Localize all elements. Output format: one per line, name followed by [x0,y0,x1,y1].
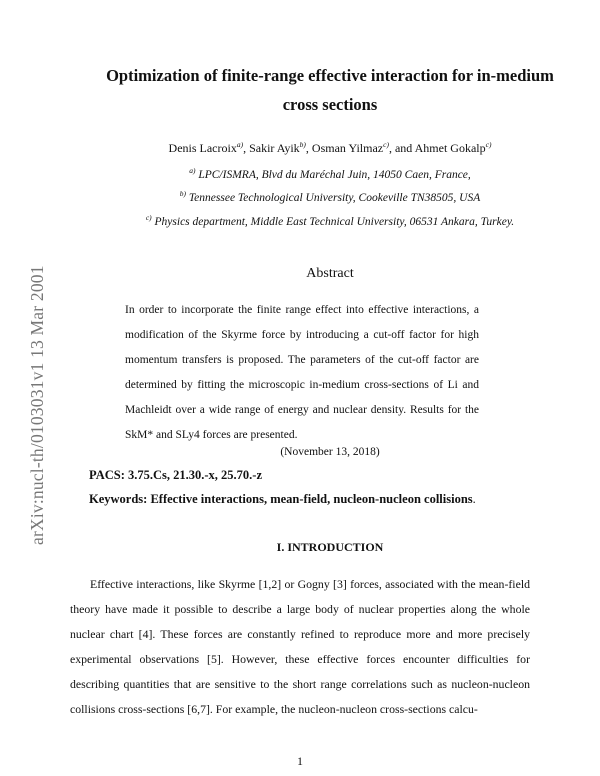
paper-title-line-2: cross sections [282,95,378,114]
keywords [89,492,476,507]
affiliation-text: Physics department, Middle East Technical University, 06531 Ankara, Turkey. [154,215,515,228]
affiliation [60,213,600,228]
author-name: Ahmet Gokalp [414,141,486,155]
date: (November 13, 2018) [280,446,380,458]
page-number: 1 [297,754,303,768]
affiliation [60,166,600,181]
introduction-paragraph: Effective interactions, like Skyrme [1,2] or Gogny [3] forces, associated with the mean-field theory have made it possible to describe a large body of nuclear properties along the whole nuclear chart [4]. These forces are constantly refined to reproduce more and more precisely experimental observations [5]. However, these effective forces encounter difficulties for describing quantities that are sensitive to the short range correlations such as nucleon-nucleon collisions cross-sections [6,7]. For example, the nucleon-nucleon cross-sections calcu- [70,577,530,716]
author-affiliation-mark: c) [485,140,492,149]
section-heading: I. INTRODUCTION [276,540,384,554]
affiliation-text: Tennessee Technological University, Cookeville TN38505, USA [188,191,481,204]
affiliation-mark: b) [179,189,186,198]
author-name: Sakir Ayik [249,141,300,155]
affiliation [60,189,600,204]
author-list [60,140,600,156]
affiliation-mark: c) [145,213,152,222]
paper-title-line-1: Optimization of finite-range effective interaction for in-medium [106,66,554,85]
author-separator: , and [388,141,415,155]
author-separator: , [305,141,312,155]
keywords-period: . [472,492,476,506]
author-affiliation-mark: a) [236,140,244,149]
abstract-text: In order to incorporate the finite range effect into effective interactions, a modification of the Skyrme force by introducing a cut-off factor for high momentum transfers is proposed. The parameters of the cut-off factor are determined by fitting the microscopic in-medium cross-sections of Li and Machleidt over a wide range of energy and nuclear density. Results for the SkM* and SLy4 forces are presented. [125,304,479,441]
author-name: Denis Lacroix [168,141,237,155]
author-separator: , [243,141,250,155]
abstract-heading: Abstract [306,266,354,281]
keywords-text: Keywords: Effective interactions, mean-field, nucleon-nucleon collisions [89,492,473,506]
author-affiliation-mark: b) [299,140,306,149]
affiliation-mark: a) [189,166,196,175]
arxiv-sidebar [12,200,47,545]
pacs-codes: PACS: 3.75.Cs, 21.30.-x, 25.70.-z [89,468,263,482]
affiliation-text: LPC/ISMRA, Blvd du Maréchal Juin, 14050 Caen, France, [198,168,471,181]
arxiv-identifier: arXiv:nucl-th/0103031v1 13 Mar 2001 [27,265,47,545]
author-affiliation-mark: c) [383,140,389,149]
author-name: Osman Yilmaz [311,141,384,155]
